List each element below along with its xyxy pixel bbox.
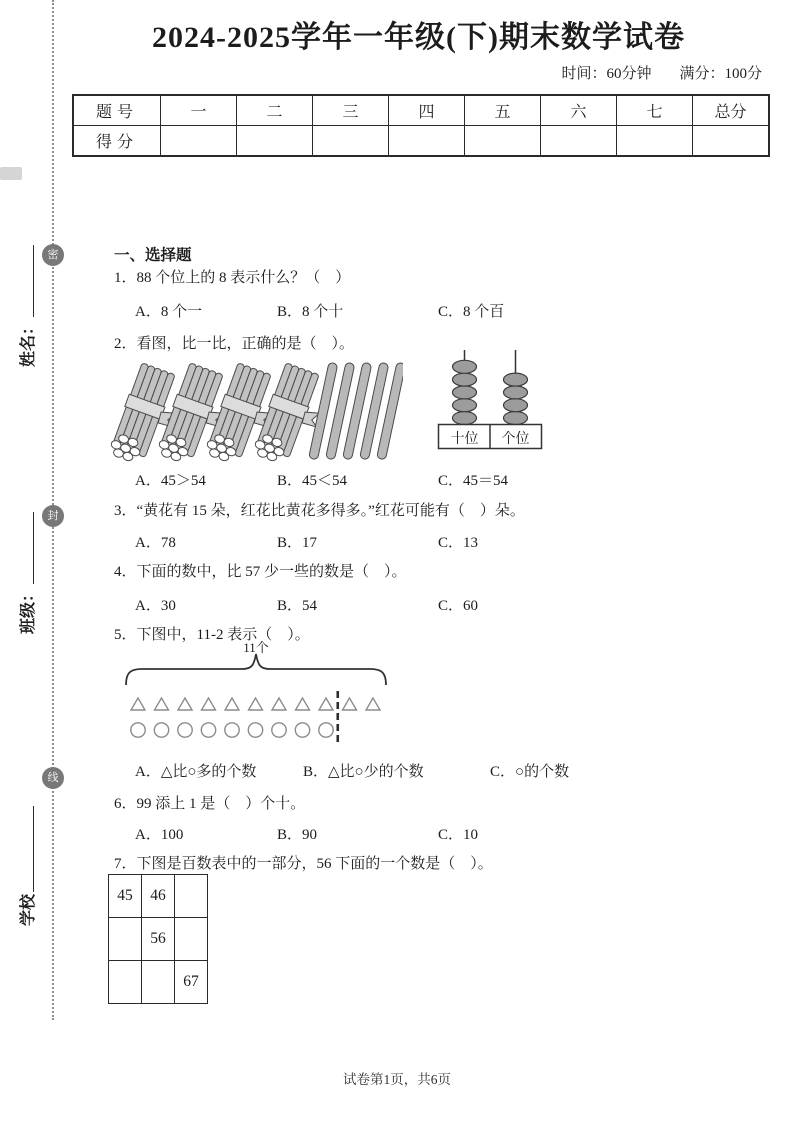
name-field bbox=[16, 218, 36, 394]
question-5-options bbox=[135, 760, 755, 780]
section-title: 一、选择题 bbox=[114, 247, 192, 264]
seal-char-feng: 封 bbox=[42, 505, 64, 527]
score-table-header-row bbox=[73, 95, 769, 126]
class-field bbox=[16, 485, 36, 661]
score-cell bbox=[465, 126, 541, 157]
grid-cell bbox=[109, 918, 142, 961]
grid-cell bbox=[109, 961, 142, 1004]
school-label: 学校 bbox=[19, 894, 37, 927]
brace bbox=[126, 654, 386, 685]
class-blank-line bbox=[18, 512, 34, 584]
question-3-options bbox=[135, 531, 755, 551]
grid-cell: 67 bbox=[175, 961, 208, 1004]
grid-cell: 45 bbox=[109, 875, 142, 918]
score-table bbox=[72, 94, 770, 157]
option-b: B．17 bbox=[277, 535, 318, 551]
score-cell bbox=[313, 126, 389, 157]
sticks-figure bbox=[103, 354, 403, 469]
option-b: B．90 bbox=[277, 827, 318, 843]
col-7: 七 bbox=[617, 95, 693, 126]
score-cell bbox=[617, 126, 693, 157]
col-3: 三 bbox=[313, 95, 389, 126]
score-cell bbox=[237, 126, 313, 157]
grid-row bbox=[109, 918, 208, 961]
grid-row bbox=[109, 961, 208, 1004]
option-b: B．54 bbox=[277, 598, 318, 614]
option-b: B．△比○少的个数 bbox=[303, 764, 424, 780]
tally-figure bbox=[118, 641, 398, 756]
grid-cell: 56 bbox=[142, 918, 175, 961]
seal-char-mi: 密 bbox=[42, 244, 64, 266]
question-6-options bbox=[135, 823, 755, 843]
score-cell bbox=[161, 126, 237, 157]
option-c: C．10 bbox=[438, 827, 479, 843]
score-cell bbox=[541, 126, 617, 157]
question-1-options bbox=[135, 300, 755, 320]
page-number-footer: 试卷第1页，共6页 bbox=[343, 1072, 451, 1087]
option-a: A．78 bbox=[135, 535, 176, 551]
option-b: B．8 个十 bbox=[277, 304, 344, 320]
grid-cell: 46 bbox=[142, 875, 175, 918]
ones-place-label: 个位 bbox=[501, 432, 530, 447]
option-c: C．○的个数 bbox=[490, 764, 570, 780]
scan-smudge bbox=[0, 167, 22, 180]
question-3-stem: 3．“黄花有 15 朵，红花比黄花多得多。”红花可能有（ ）朵。 bbox=[114, 503, 525, 519]
score-cell bbox=[389, 126, 465, 157]
score-header: 得分 bbox=[73, 126, 161, 157]
question-number-header: 题号 bbox=[73, 95, 161, 126]
option-a: A．△比○多的个数 bbox=[135, 764, 257, 780]
question-1-stem: 1．88 个位上的 8 表示什么？（ ） bbox=[114, 270, 351, 286]
grid-cell bbox=[142, 961, 175, 1004]
question-7-stem: 7．下图是百数表中的一部分，56 下面的一个数是（ ）。 bbox=[114, 856, 493, 872]
option-c: C．60 bbox=[438, 598, 479, 614]
option-a: A．100 bbox=[135, 827, 184, 843]
col-5: 五 bbox=[465, 95, 541, 126]
col-2: 二 bbox=[237, 95, 313, 126]
time-label: 时间：60分钟 bbox=[561, 66, 652, 82]
question-6-stem: 6．99 添上 1 是（ ）个十。 bbox=[114, 796, 306, 812]
option-a: A．30 bbox=[135, 598, 176, 614]
score-table-score-row bbox=[73, 126, 769, 157]
option-c: C．8 个百 bbox=[438, 304, 505, 320]
name-blank-line bbox=[18, 245, 34, 317]
school-blank-line bbox=[18, 806, 34, 892]
col-1: 一 bbox=[161, 95, 237, 126]
question-2-stem: 2．看图，比一比，正确的是（ ）。 bbox=[114, 336, 355, 352]
brace-count-label: 11个 bbox=[243, 641, 269, 655]
abacus-figure bbox=[437, 350, 543, 450]
option-a: A．45＞54 bbox=[135, 473, 206, 489]
grid-cell bbox=[175, 875, 208, 918]
grid-cell bbox=[175, 918, 208, 961]
hundred-grid-figure bbox=[108, 874, 208, 1004]
option-b: B．45＜54 bbox=[277, 473, 348, 489]
seal-char-xian: 线 bbox=[42, 767, 64, 789]
question-4-stem: 4．下面的数中，比 57 少一些的数是（ ）。 bbox=[114, 564, 407, 580]
option-c: C．13 bbox=[438, 535, 479, 551]
col-4: 四 bbox=[389, 95, 465, 126]
question-2-options bbox=[135, 469, 755, 489]
col-6: 六 bbox=[541, 95, 617, 126]
paper-meta bbox=[72, 62, 762, 83]
score-cell bbox=[693, 126, 770, 157]
option-a: A．8 个一 bbox=[135, 304, 203, 320]
class-label: 班级： bbox=[19, 586, 37, 635]
option-c: C．45＝54 bbox=[438, 473, 509, 489]
question-5-stem: 5．下图中，11-2 表示（ ）。 bbox=[114, 627, 310, 643]
col-total: 总分 bbox=[693, 95, 770, 126]
full-score-label: 满分：100分 bbox=[679, 66, 762, 82]
grid-row bbox=[109, 875, 208, 918]
name-label: 姓名： bbox=[19, 319, 37, 368]
question-4-options bbox=[135, 594, 755, 614]
school-field bbox=[16, 778, 36, 954]
page-title: 2024-2025学年一年级(下)期末数学试卷 bbox=[152, 21, 685, 54]
tens-place-label: 十位 bbox=[450, 432, 479, 447]
